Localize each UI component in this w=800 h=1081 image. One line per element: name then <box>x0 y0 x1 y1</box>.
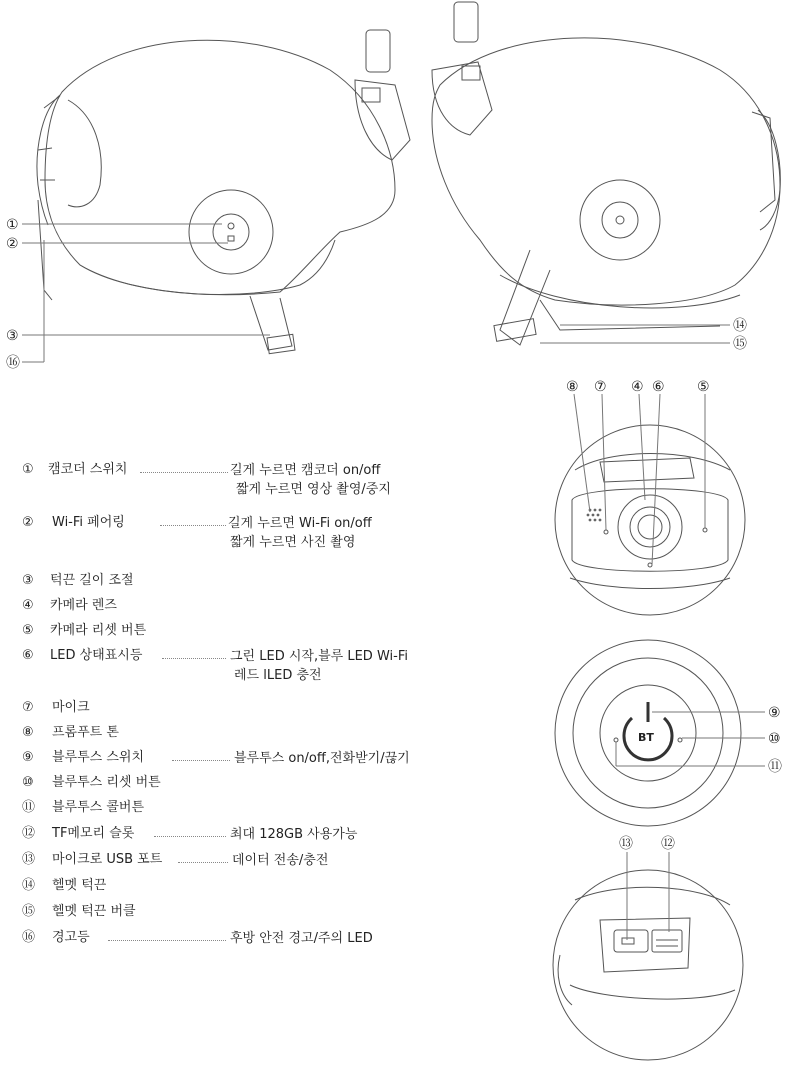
legend-12-name: TF메모리 슬롯 <box>52 826 135 841</box>
callout-14-right: ⑭ <box>733 318 747 334</box>
callout-1-left: ① <box>6 217 19 233</box>
legend-6-leader <box>162 658 226 659</box>
legend-6-desc-line1: 그린 LED 시작,블루 LED Wi-Fi <box>230 649 408 664</box>
callout-8-camera: ⑧ <box>566 379 579 395</box>
right-helmet-illustration <box>432 2 780 345</box>
legend-13-number: ⑬ <box>22 852 36 867</box>
legend-1-desc-line1: 길게 누르면 캠코더 on/off <box>230 463 381 478</box>
legend-1-desc-line2: 짧게 누르면 영상 촬영/중지 <box>236 482 391 497</box>
legend-11-name: 블루투스 콜버튼 <box>52 800 145 815</box>
legend-14-name: 헬멧 턱끈 <box>52 878 107 893</box>
callout-15-right: ⑮ <box>733 336 747 352</box>
legend-13-desc-line1: 데이터 전송/충전 <box>232 853 329 868</box>
legend-2-desc-line1: 길게 누르면 Wi-Fi on/off <box>228 516 372 531</box>
callout-11-bt: ⑪ <box>768 759 782 775</box>
legend-12-desc-line1: 최대 128GB 사용가능 <box>230 827 358 842</box>
legend-15-number: ⑮ <box>22 904 36 919</box>
legend-5-name: 카메라 리셋 버튼 <box>50 623 147 638</box>
callout-2-left: ② <box>6 236 19 252</box>
port-detail-illustration <box>553 870 743 1060</box>
legend-3-number: ③ <box>22 573 34 588</box>
left-helmet-illustration <box>37 30 410 354</box>
legend-1-leader <box>140 472 228 473</box>
legend-10-name: 블루투스 리셋 버튼 <box>52 775 161 790</box>
legend-2-leader <box>160 525 226 526</box>
callout-4-camera: ④ <box>631 379 644 395</box>
legend-6-number: ⑥ <box>22 648 34 663</box>
legend-6-name: LED 상태표시등 <box>50 648 143 663</box>
bt-button-label: BT <box>638 731 654 744</box>
legend-9-desc-line1: 블루투스 on/off,전화받기/끊기 <box>234 751 410 766</box>
legend-3-name: 턱끈 길이 조절 <box>50 573 134 588</box>
legend-8-number: ⑧ <box>22 725 34 740</box>
legend-16-leader <box>108 940 226 941</box>
legend-7-name: 마이크 <box>52 700 90 715</box>
legend-13-name: 마이크로 USB 포트 <box>52 852 163 867</box>
legend-2-desc-line2: 짧게 누르면 사진 촬영 <box>230 535 356 550</box>
legend-6-desc-line2: 레드 lLED 충전 <box>234 668 322 683</box>
legend-14-number: ⑭ <box>22 878 36 893</box>
callout-12-port: ⑫ <box>661 836 675 852</box>
legend-4-name: 카메라 렌즈 <box>50 598 117 613</box>
legend-12-number: ⑫ <box>22 826 36 841</box>
legend-5-number: ⑤ <box>22 623 34 638</box>
camera-detail-illustration <box>555 425 745 615</box>
legend-16-number: ⑯ <box>22 930 36 945</box>
legend-10-number: ⑩ <box>22 775 34 790</box>
callout-6-camera: ⑥ <box>652 379 665 395</box>
callout-5-camera: ⑤ <box>697 379 710 395</box>
legend-9-name: 블루투스 스위치 <box>52 750 145 765</box>
legend-15-name: 헬멧 턱끈 버클 <box>52 904 136 919</box>
legend-2-name: Wi-Fi 페어링 <box>52 515 125 530</box>
legend-12-leader <box>154 836 226 837</box>
legend-7-number: ⑦ <box>22 700 34 715</box>
legend-1-number: ① <box>22 462 34 477</box>
port-detail-leaders <box>627 852 669 940</box>
legend-2-number: ② <box>22 515 34 530</box>
legend-16-desc-line1: 후방 안전 경고/주의 LED <box>230 931 373 946</box>
left-helmet-leaders <box>22 224 270 362</box>
legend-8-name: 프롬푸트 톤 <box>52 725 119 740</box>
callout-13-port: ⑬ <box>619 836 633 852</box>
callout-7-camera: ⑦ <box>594 379 607 395</box>
legend-13-leader <box>178 862 228 863</box>
callout-9-bt: ⑨ <box>768 705 781 721</box>
legend-9-leader <box>172 760 230 761</box>
camera-detail-leaders <box>574 394 705 565</box>
legend-4-number: ④ <box>22 598 34 613</box>
legend-11-number: ⑪ <box>22 800 36 815</box>
legend-16-name: 경고등 <box>52 930 90 945</box>
callout-3-left: ③ <box>6 328 19 344</box>
callout-16-left: ⑯ <box>6 355 20 371</box>
legend-9-number: ⑨ <box>22 750 34 765</box>
legend-1-name: 캠코더 스위치 <box>48 462 128 477</box>
callout-10-bt: ⑩ <box>768 731 781 747</box>
